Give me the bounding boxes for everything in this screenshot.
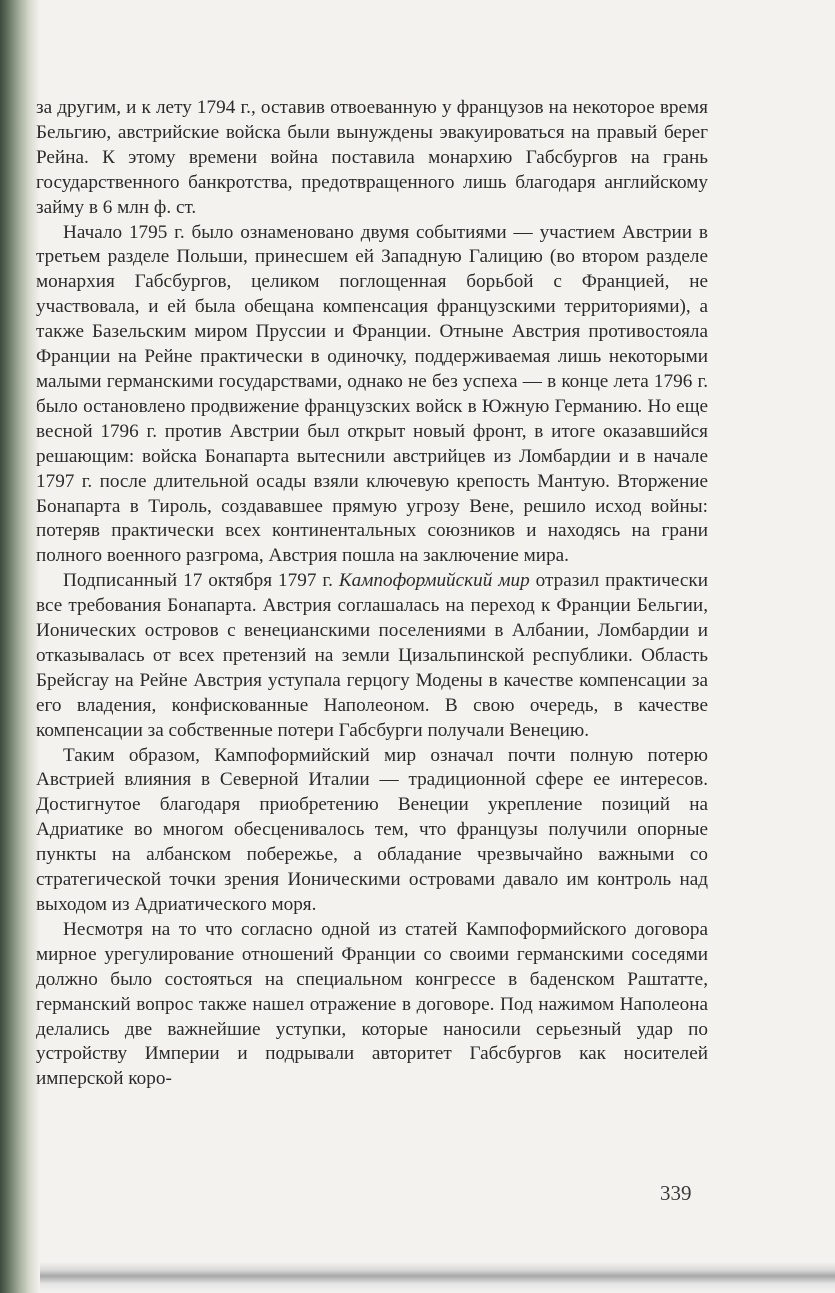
- page-body-text: [36, 96, 708, 1092]
- page-number: 339: [660, 1181, 692, 1205]
- paragraph-1: [36, 96, 708, 221]
- paragraph-3: [36, 569, 708, 743]
- page-bottom-edge: [40, 1262, 835, 1293]
- paragraph-5: [36, 918, 708, 1092]
- paragraph-2: [36, 221, 708, 570]
- paragraph-1-text: за другим, и к лету 1794 г., оставив отвоеванную у французов на некоторое время Бельгию, австрийские войска были вынуждены эвакуироваться на правый берег Рейна. К этому времени война поставила монархию Габсбургов на грань государственного банкротства, предотвращенного лишь благодаря английскому займу в 6 млн ф. ст.: [36, 97, 708, 218]
- paragraph-4: [36, 744, 708, 918]
- book-binding-shadow: [0, 0, 40, 1293]
- paragraph-2-text: Начало 1795 г. было ознаменовано двумя событиями — участием Австрии в третьем разделе Польши, принесшем ей Западную Галицию (во втором разделе монархия Габсбургов, целиком поглощенная борьбой с Францией, не участвовала, и ей была обещана компенсация французскими территориями), а также Базельским миром Пруссии и Франции. Отныне Австрия противостояла Франции на Рейне практически в одиночку, поддерживаемая лишь некоторыми малыми германскими государствами, однако не без успеха — в конце лета 1796 г. было остановлено продвижение французских войск в Южную Германию. Но еще весной 1796 г. против Австрии был открыт новый фронт, в итоге оказавшийся решающим: войска Бонапарта вытеснили австрийцев из Ломбардии и в начале 1797 г. после длительной осады взяли ключевую крепость Мантую. Вторжение Бонапарта в Тироль, создававшее прямую угрозу Вене, решило исход войны: потеряв практически всех континентальных союзников и находясь на грани полного военного разгрома, Австрия пошла на заключение мира.: [36, 221, 708, 567]
- paragraph-3-text-start: Подписанный 17 октября 1797 г.: [63, 570, 339, 592]
- italic-term-campo-formio: Кампоформийский мир: [338, 570, 530, 592]
- paragraph-3-text-end: отразил практически все требования Бонапарта. Австрия соглашалась на переход к Франции Бельгии, Ионических островов с венецианскими поселениями в Албании, Ломбардии и отказывалась от всех претензий на земли Цизальпинской республики. Область Брейсгау на Рейне Австрия уступала герцогу Модены в качестве компенсации за его владения, конфискованные Наполеоном. В свою очередь, в качестве компенсации за собственные потери Габсбурги получали Венецию.: [36, 570, 708, 741]
- paragraph-5-text: Несмотря на то что согласно одной из статей Кампоформийского договора мирное урегулирование отношений Франции со своими германскими соседями должно было состояться на специальном конгрессе в баденском Раштатте, германский вопрос также нашел отражение в договоре. Под нажимом Наполеона делались две важнейшие уступки, которые наносили серьезный удар по устройству Империи и подрывали авторитет Габсбургов как носителей имперской коро-: [36, 918, 708, 1090]
- paragraph-4-text: Таким образом, Кампоформийский мир означал почти полную потерю Австрией влияния в Северной Италии — традиционной сфере ее интересов. Достигнутое благодаря приобретению Венеции укрепление позиций на Адриатике во многом обесценивалось тем, что французы получили опорные пункты на албанском побережье, а обладание чрезвычайно важными со стратегической точки зрения Ионическими островами давало им контроль над выходом из Адриатического моря.: [36, 744, 708, 915]
